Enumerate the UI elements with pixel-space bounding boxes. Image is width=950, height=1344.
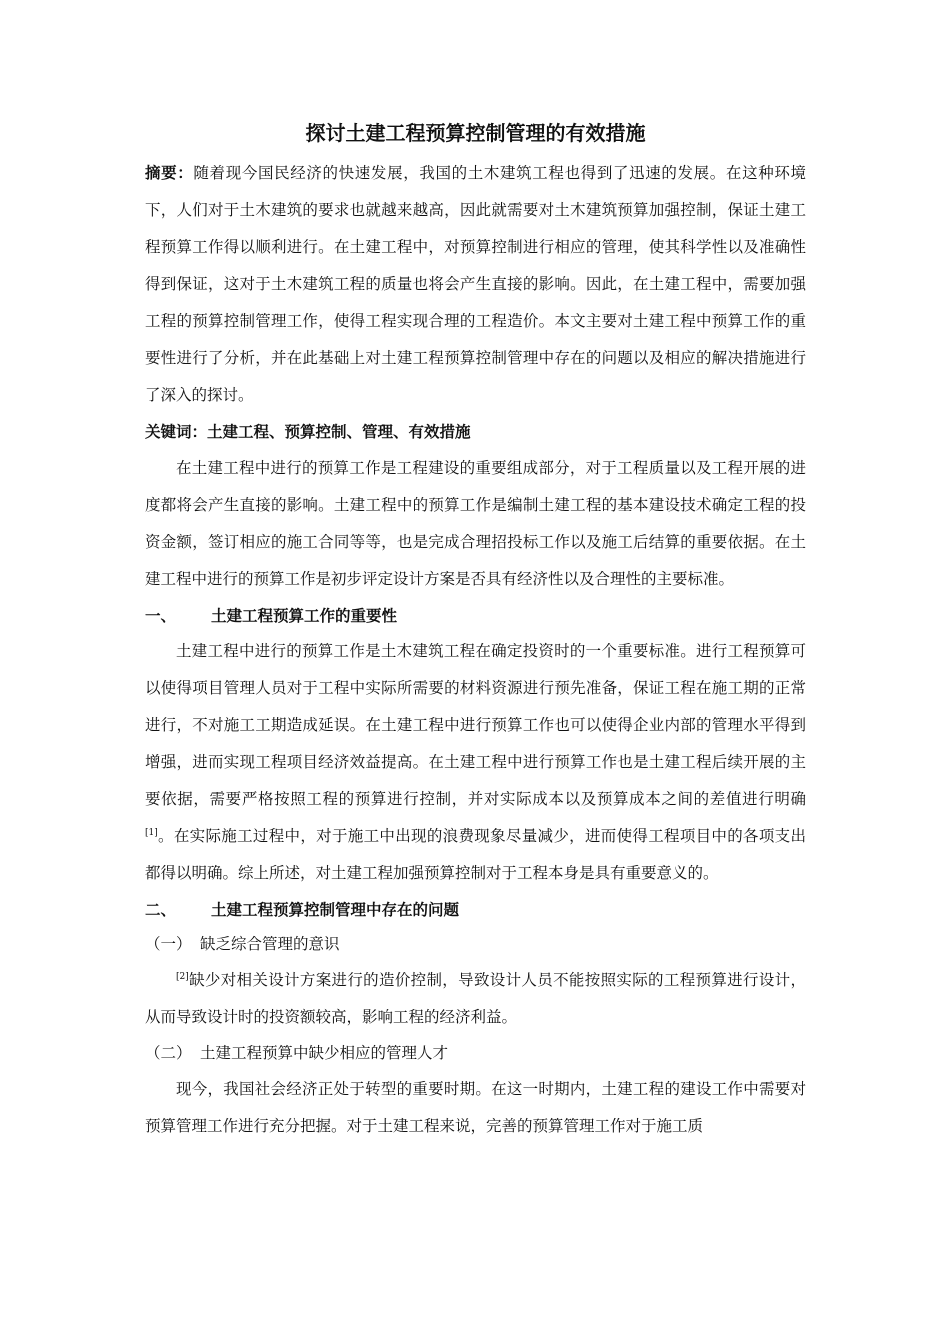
subsection-2-1-number: （一） [145,935,192,953]
keywords-line [145,414,806,450]
subsection-2-2-heading [145,1036,806,1071]
subsection-2-1-heading [145,927,806,962]
document-title: 探讨土建工程预算控制管理的有效措施 [305,121,646,145]
section-2-title: 土建工程预算控制管理中存在的问题 [211,900,460,919]
section-2-heading [145,892,806,927]
intro-paragraph: 在土建工程中进行的预算工作是工程建设的重要组成部分，对于工程质量以及工程开展的进度都将会产生直接的影响。土建工程中的预算工作是编制土建工程的基本建设技术确定工程的投资金额，签订相应的施工合同等等，也是完成合理招投标工作以及施工后结算的重要依据。在土建工程中进行的预算工作是初步评定设计方案是否具有经济性以及合理性的主要标准。 [145,459,806,588]
reference-1[interactable]: [1] [145,828,158,838]
section-1-text-before: 土建工程中进行的预算工作是土木建筑工程在确定投资时的一个重要标准。进行工程预算可以使得项目管理人员对于工程中实际所需要的材料资源进行预先准备，保证工程在施工期的正常进行，不对施工工期造成延误。在土建工程中进行预算工作也可以使得企业内部的管理水平得到增强，进而实现工程项目经济效益提高。在土建工程中进行预算工作也是土建工程后续开展的主要依据，需要严格按照工程的预算进行控制，并对实际成本以及预算成本之间的差值进行明确 [145,642,806,808]
reference-2[interactable]: [2] [176,972,189,982]
subsection-2-2-paragraph: 现今，我国社会经济正处于转型的重要时期。在这一时期内，土建工程的建设工作中需要对预算管理工作进行充分把握。对于土建工程来说，完善的预算管理工作对于施工质 [145,1080,806,1135]
document-body [145,118,806,1145]
section-1-text-after: 。在实际施工过程中，对于施工中出现的浪费现象尽量减少，进而使得工程项目中的各项支出都得以明确。综上所述，对土建工程加强预算控制对于工程本身是具有重要意义的。 [145,827,806,882]
subsection-2-2-title: 土建工程预算中缺少相应的管理人才 [200,1044,449,1062]
section-1-number: 一、 [145,606,177,625]
keywords-text: 土建工程、预算控制、管理、有效措施 [207,422,471,441]
subsection-2-1-paragraph [145,962,806,1036]
subsection-2-1-text: 缺少对相关设计方案进行的造价控制，导致设计人员不能按照实际的工程预算进行设计，从而导致设计时的投资额较高，影响工程的经济利益。 [145,971,806,1026]
subsection-2-2-number: （二） [145,1044,192,1062]
abstract-paragraph [145,154,806,414]
section-2-number: 二、 [145,900,177,919]
subsection-2-1-title: 缺乏综合管理的意识 [200,935,340,953]
section-1-paragraph [145,633,806,892]
abstract-label: 摘要： [145,163,194,182]
abstract-text: 随着现今国民经济的快速发展，我国的土木建筑工程也得到了迅速的发展。在这种环境下，人们对于土木建筑的要求也就越来越高，因此就需要对土木建筑预算加强控制，保证土建工程预算工作得以顺利进行。在土建工程中，对预算控制进行相应的管理，使其科学性以及准确性得到保证，这对于土木建筑工程的质量也将会产生直接的影响。因此，在土建工程中，需要加强工程的预算控制管理工作，使得工程实现合理的工程造价。本文主要对土建工程中预算工作的重要性进行了分析，并在此基础上对土建工程预算控制管理中存在的问题以及相应的解决措施进行了深入的探讨。 [145,164,806,404]
section-1-heading [145,598,806,633]
keywords-label: 关键词： [145,422,208,441]
section-1-title: 土建工程预算工作的重要性 [211,606,398,625]
